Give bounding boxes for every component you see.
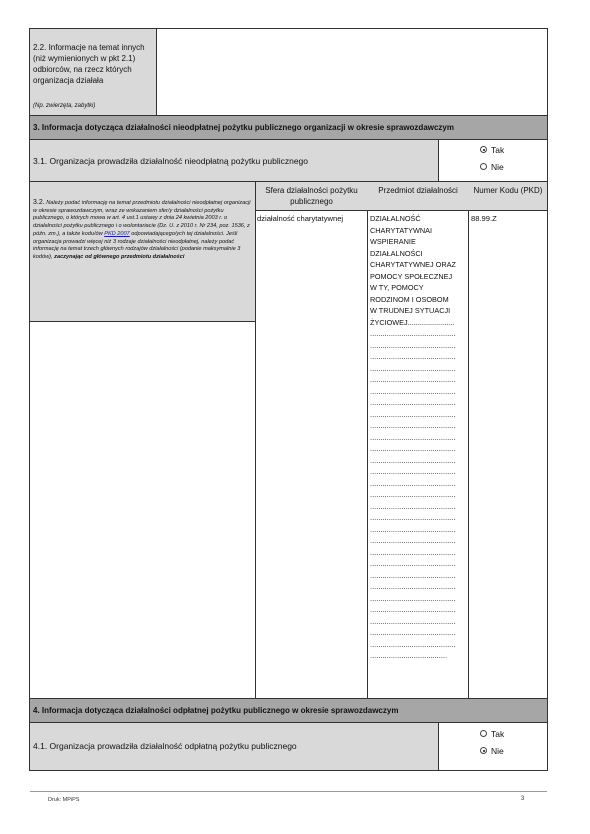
przedmiot-line: DZIAŁALNOŚĆ: [370, 214, 421, 223]
divider: [438, 140, 439, 181]
q-3-2-text-part1: Należy podać informację na temat przedmiotu działalności nieodpłatnej organizacji w okresie sprawozdawczym, wraz ze wskazaniem sfer/y działalności pożytku publicznego, o których mowa w art. 4 ust.1 ustawy z dnia 24 kwietnia 2003 r. o działalności pożytku publicznego i o wolontariacie (Dz. U. z 2010 r. Nr 234, poz. 1536, z późn. zm.), a także kodu/ów: [33, 200, 251, 237]
q-3-1-options: [480, 143, 504, 173]
page-number: 3: [521, 796, 525, 802]
divider: [438, 723, 439, 770]
przedmiot-line: ŻYCIOWEJ.......................: [370, 317, 455, 327]
przedmiot-line: W TY, POMOCY: [370, 283, 424, 292]
table-header-przedmiot: Przedmiot działalności: [378, 186, 458, 195]
divider: [256, 210, 547, 211]
table-cell-sfera[interactable]: działalność charytatywnej: [257, 214, 344, 223]
section-2-2-note: (Np. zwierzęta, zabytki): [33, 103, 96, 109]
q-3-1-label: 3.1. Organizacja prowadziła działalność nieodpłatną pożytku publicznego: [33, 156, 309, 166]
przedmiot-line: DZIAŁALNOŚCI: [370, 248, 423, 258]
radio-option-tak[interactable]: [480, 143, 504, 156]
radio-label: Tak: [491, 144, 505, 155]
section-2-2-label: 2.2. Informacje na temat innych (niż wymienionych w pkt 2.1) odbiorców, na rzecz których organizacja działała: [33, 43, 145, 85]
radio-selected-icon[interactable]: [480, 146, 487, 153]
przedmiot-line: RODZINOM I OSOBOM: [370, 294, 449, 304]
section-2-2-answer-field[interactable]: [157, 29, 547, 115]
radio-option-nie[interactable]: [480, 160, 504, 173]
table-header-sfera: Sfera działalności pożytku publicznego: [265, 186, 358, 206]
radio-empty-icon[interactable]: [480, 730, 487, 737]
radio-empty-icon[interactable]: [480, 163, 487, 170]
przedmiot-line: CHARYTATYWNAI: [370, 225, 433, 235]
divider: [468, 182, 469, 698]
radio-label: Tak: [491, 728, 505, 739]
radio-option-nie[interactable]: [480, 744, 504, 757]
q-3-2-number: 3.2.: [33, 199, 45, 206]
radio-label: Nie: [491, 745, 504, 756]
radio-option-tak[interactable]: [480, 727, 504, 740]
przedmiot-line: WSPIERANIE: [370, 237, 416, 246]
footer-left: Druk: MPiPS: [48, 797, 80, 803]
przedmiot-line: W TRUDNEJ SYTUACJI: [370, 306, 451, 315]
table-cell-kod[interactable]: 88.99.Z: [471, 214, 497, 223]
divider: [255, 182, 256, 698]
section-3-heading: 3. Informacja dotycząca działalności nieodpłatnej pożytku publicznego organizacji w okresie sprawozdawczym: [33, 123, 454, 132]
przedmiot-line: POMOCY SPOŁECZNEJ: [370, 271, 453, 281]
divider: [367, 182, 368, 698]
pkd-link[interactable]: PKD 2007: [104, 230, 130, 237]
footer-rule: [30, 791, 547, 792]
table-header-kod: Numer Kodu (PKD): [473, 186, 543, 195]
q-3-2-text-part2: odpowiadającego/ych tej działalności. Jeśli organizacja prowadzi więcej niż 3 rodzaje działalności nieodpłatnej, należy podać informację na temat trzech głównych rodzajów działalności (podanie maksymalnie 3 kodów),: [33, 230, 241, 260]
radio-label: Nie: [491, 161, 504, 172]
section-4-heading: 4. Informacja dotycząca działalności odpłatnej pożytku publicznego w okresie sprawozdawczym: [33, 706, 399, 715]
q-3-2-text: [33, 199, 253, 262]
table-cell-przedmiot[interactable]: [370, 213, 467, 697]
radio-selected-icon[interactable]: [480, 747, 487, 754]
q-3-2-text-bold: zaczynając od głównego przedmiotu działalności: [54, 253, 185, 260]
dotted-fill-lines: ......................................... ......................................... ......................................... ......................................... ......................................... ......................................... ......................................... ......................................... ......................................... ......................................... ......................................... ......................................... ......................................... ......................................... ......................................... ......................................... ......................................... ......................................... ......................................... ......................................... ......................................... ......................................... ......................................... ......................................... ......................................... ......................................... ......................................... ......................................... .....................................: [370, 329, 456, 660]
q-4-1-label: 4.1. Organizacja prowadziła działalność odpłatną pożytku publicznego: [33, 741, 297, 751]
q-4-1-options: [480, 727, 504, 757]
przedmiot-line: CHARYTATYWNEJ ORAZ: [370, 260, 456, 269]
divider: [30, 321, 255, 322]
